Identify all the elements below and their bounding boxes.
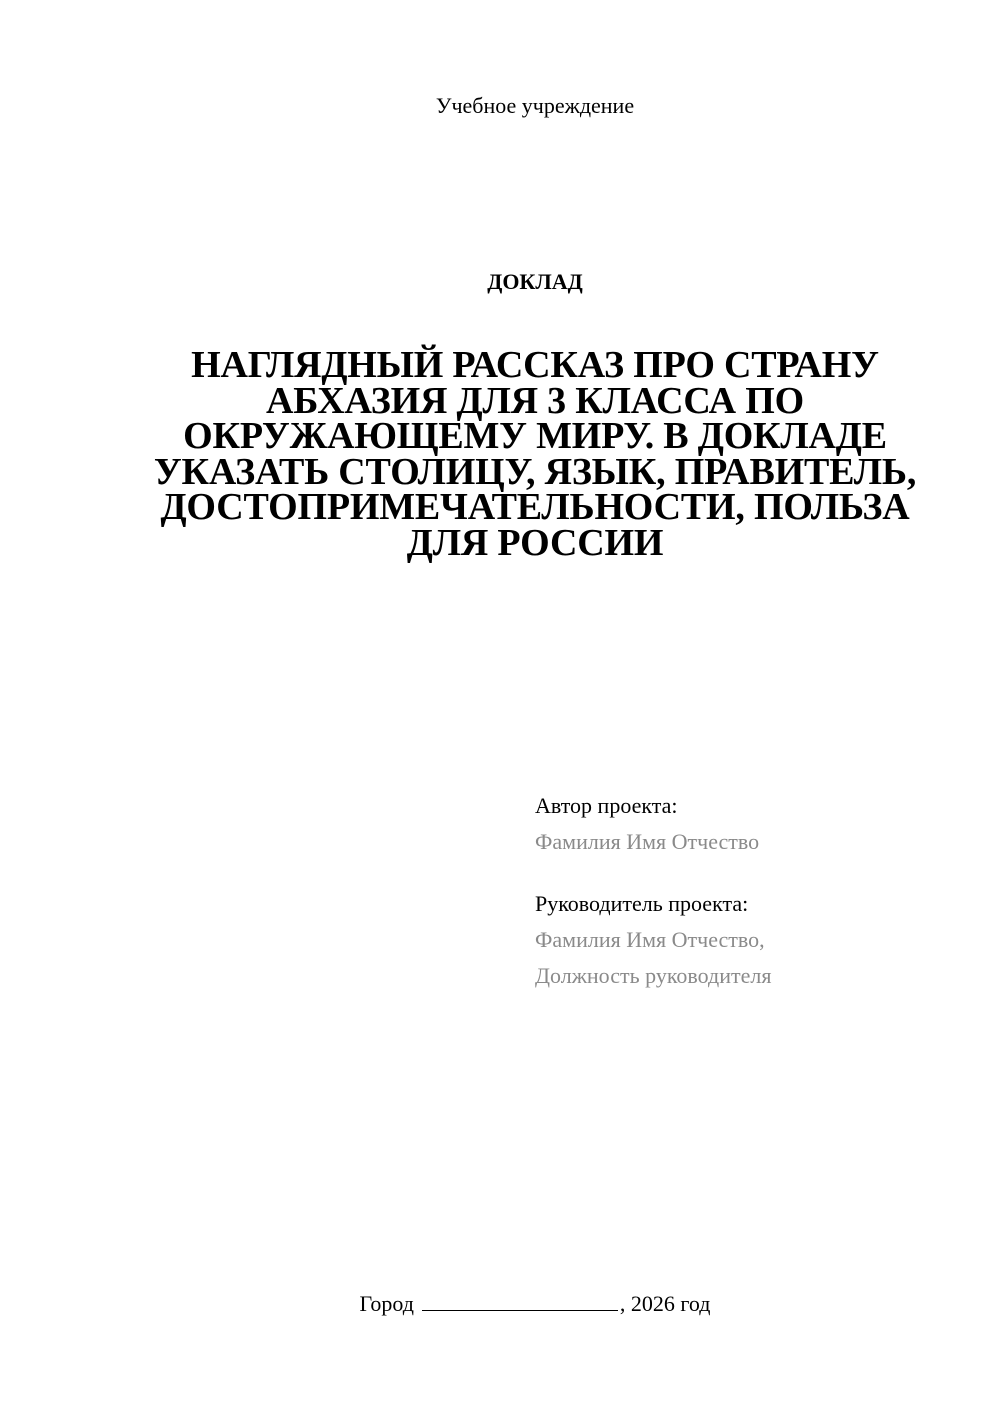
author-name-placeholder: Фамилия Имя Отчество: [535, 829, 760, 854]
credits-block: [535, 788, 975, 994]
spacer: [535, 860, 975, 886]
document-title: НАГЛЯДНЫЙ РАССКАЗ ПРО СТРАНУ АБХАЗИЯ ДЛЯ 3 КЛАССА ПО ОКРУЖАЮЩЕМУ МИРУ. В ДОКЛАДЕ УКАЗАТЬ СТОЛИЦУ, ЯЗЫК, ПРАВИТЕЛЬ, ДОСТОПРИМЕЧАТЕЛЬНОСТИ, ПОЛЬЗА ДЛЯ РОССИИ: [153, 344, 917, 564]
year-text: , 2026 год: [619, 1291, 711, 1316]
city-blank-line: [422, 1292, 618, 1311]
supervisor-name-placeholder: Фамилия Имя Отчество,: [535, 927, 765, 952]
document-type: ДОКЛАД: [487, 269, 583, 294]
author-label: Автор проекта:: [535, 793, 678, 818]
supervisor-position-placeholder: Должность руководителя: [535, 963, 772, 988]
footer-city-year: [0, 1290, 1000, 1318]
supervisor-label: Руководитель проекта:: [535, 891, 749, 916]
institution-name: Учебное учреждение: [435, 93, 635, 118]
city-label: Город: [359, 1291, 414, 1316]
